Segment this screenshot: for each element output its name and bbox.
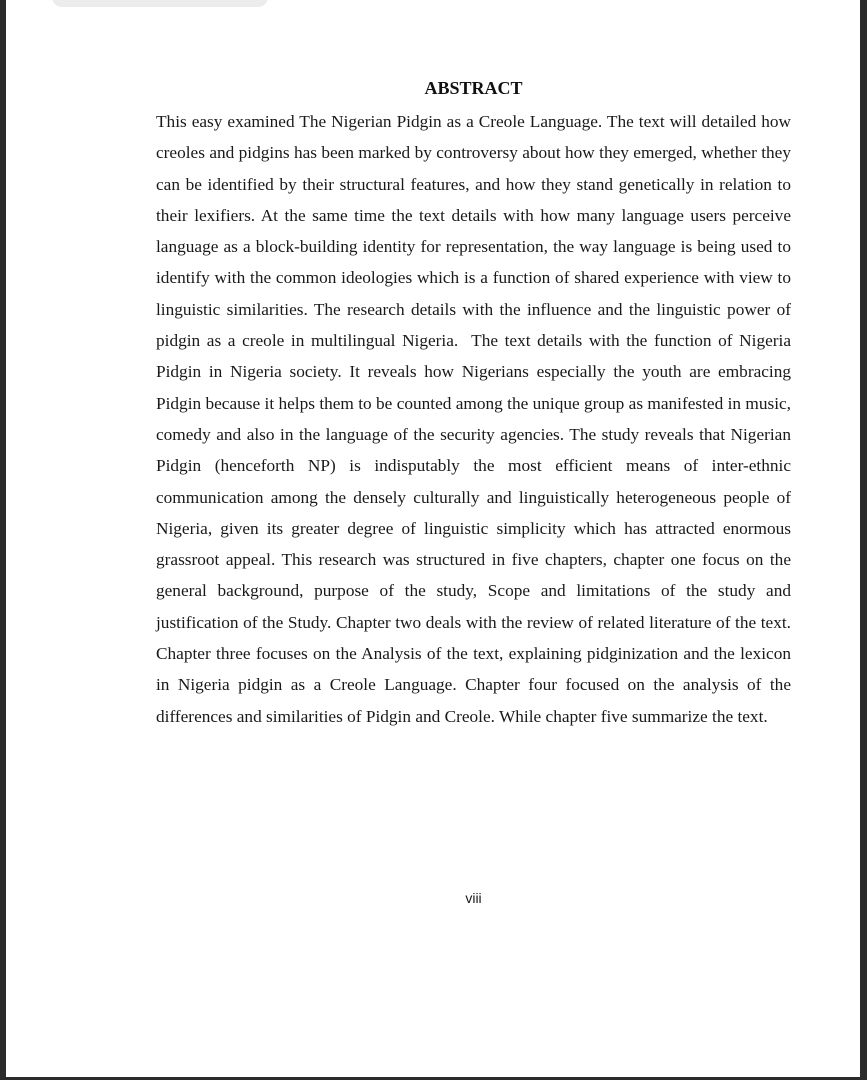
page-number: viii xyxy=(465,890,482,906)
abstract-paragraph: This easy examined The Nigerian Pidgin as a Creole Language. The text will detailed how creoles and pidgins has been marked by controversy about how they emerged, whether they can be identified by their structural features, and how they stand genetically in relation to their lexifiers. At the same time the text details with how many language users perceive language as a block-building identity for representation, the way language is being used to identify with the common ideologies which is a function of shared experience with view to linguistic similarities. The research details with the influence and the linguistic power of pidgin as a creole in multilingual Nigeria. The text details with the function of Nigeria Pidgin in Nigeria society. It reveals how Nigerians especially the youth are embracing Pidgin because it helps them to be counted among the unique group as manifested in music, comedy and also in the language of the security agencies. The study reveals that Nigerian Pidgin (henceforth NP) is indisputably the most efficient means of inter-ethnic communication among the densely culturally and linguistically heterogeneous people of Nigeria, given its greater degree of linguistic simplicity which has attracted enormous grassroot appeal. This research was structured in five chapters, chapter one focus on the general background, purpose of the study, Scope and limitations of the study and justification of the Study. Chapter two deals with the review of related literature of the text. Chapter three focuses on the Analysis of the text, explaining pidginization and the lexicon in Nigeria pidgin as a Creole Language. Chapter four focused on the analysis of the differences and similarities of Pidgin and Creole. While chapter five summarize the text. xyxy=(156,112,796,726)
document-page xyxy=(6,0,860,1077)
viewer-tab-edge xyxy=(52,0,268,7)
page-title: ABSTRACT xyxy=(424,78,523,98)
